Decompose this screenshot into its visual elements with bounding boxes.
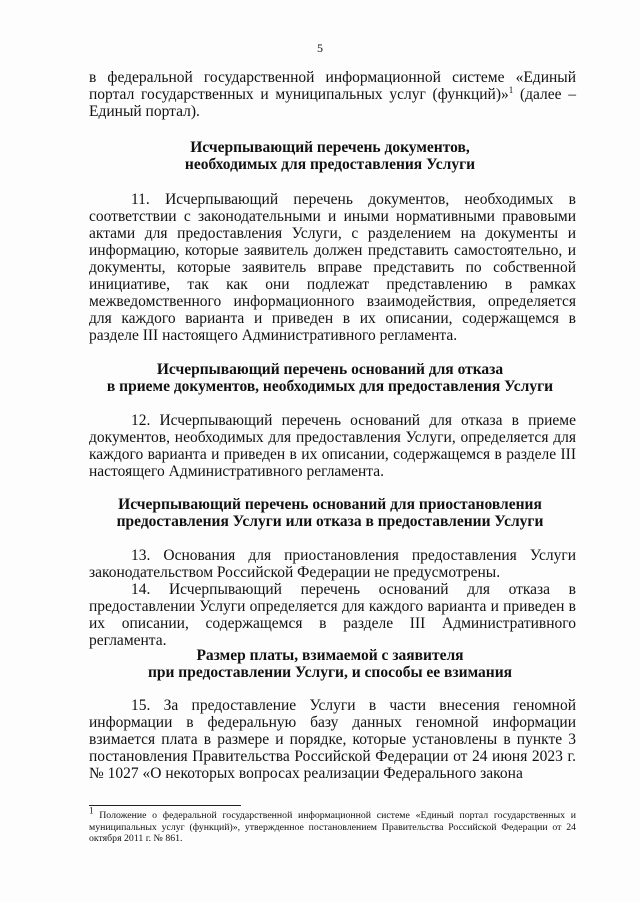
heading-refusal-2: в приеме документов, необходимых для предоставления Услуги (106, 378, 554, 395)
paragraph-13: 13. Основания для приостановления предоставления Услуги законодательством Российской Федерации не предусмотрены. (89, 547, 576, 581)
heading-fee-2: при предоставлении Услуги, и способы ее взимания (147, 664, 513, 681)
page-number: 5 (317, 41, 323, 55)
heading-documents-1: Исчерпывающий перечень документов, (190, 139, 470, 156)
footnote-marker: 1 (89, 805, 94, 816)
heading-documents-2: необходимых для предоставления Услуги (184, 156, 476, 173)
paragraph-11: 11. Исчерпывающий перечень документов, необходимых в соответствии с законодательными и иными нормативными правовыми актами для предоставления Услуги, с разделением на документы и информацию, которые заявитель должен представить самостоятельно, и документы, которые заявитель вправе представить по собственной инициативе, так как они подлежат представлению в рамках межведомственного информационного взаимодействия, определяется для каждого варианта и приведен в их описании, содержащемся в разделе III настоящего Административного регламента. (89, 191, 576, 344)
intro-paragraph (89, 69, 576, 120)
footnote (89, 805, 576, 845)
intro-text-after: (далее – Единый портал). (89, 86, 576, 120)
heading-suspension-2: предоставления Услуги или отказа в предоставлении Услуги (116, 513, 544, 530)
paragraph-15: 15. За предоставление Услуги в части внесения геномной информации в федеральную базу данных геномной информации взимается плата в размере и порядке, которые установлены в пункте 3 постановления Правительства Российской Федерации от 24 июня 2023 г. № 1027 «О некоторых вопросах реализации Федерального закона (89, 697, 576, 782)
footnote-text: Положение о федеральной государственной информационной системе «Единый портал государственных и муниципальных услуг (функций)», утвержденное постановлением Правительства Российской Федерации от 24 октября 2011 г. № 861. (89, 810, 576, 844)
paragraph-12: 12. Исчерпывающий перечень оснований для отказа в приеме документов, необходимых для предоставления Услуги, определяется для каждого варианта и приведен в их описании, содержащемся в разделе III настоящего Административного регламента. (89, 412, 576, 480)
footnote-ref: 1 (508, 84, 514, 95)
intro-text: в федеральной государственной информационной системе «Единый портал государственных и муниципальных услуг (функций)» (89, 69, 576, 103)
heading-refusal-1: Исчерпывающий перечень оснований для отказа (156, 361, 504, 378)
heading-suspension-1: Исчерпывающий перечень оснований для приостановления (118, 496, 542, 513)
footnote-divider (89, 805, 241, 806)
paragraph-14: 14. Исчерпывающий перечень оснований для отказа в предоставлении Услуги определяется для каждого варианта и приведен в их описании, содержащемся в разделе III Административного регламента. (89, 581, 576, 649)
heading-fee-1: Размер платы, взимаемой с заявителя (196, 647, 464, 664)
